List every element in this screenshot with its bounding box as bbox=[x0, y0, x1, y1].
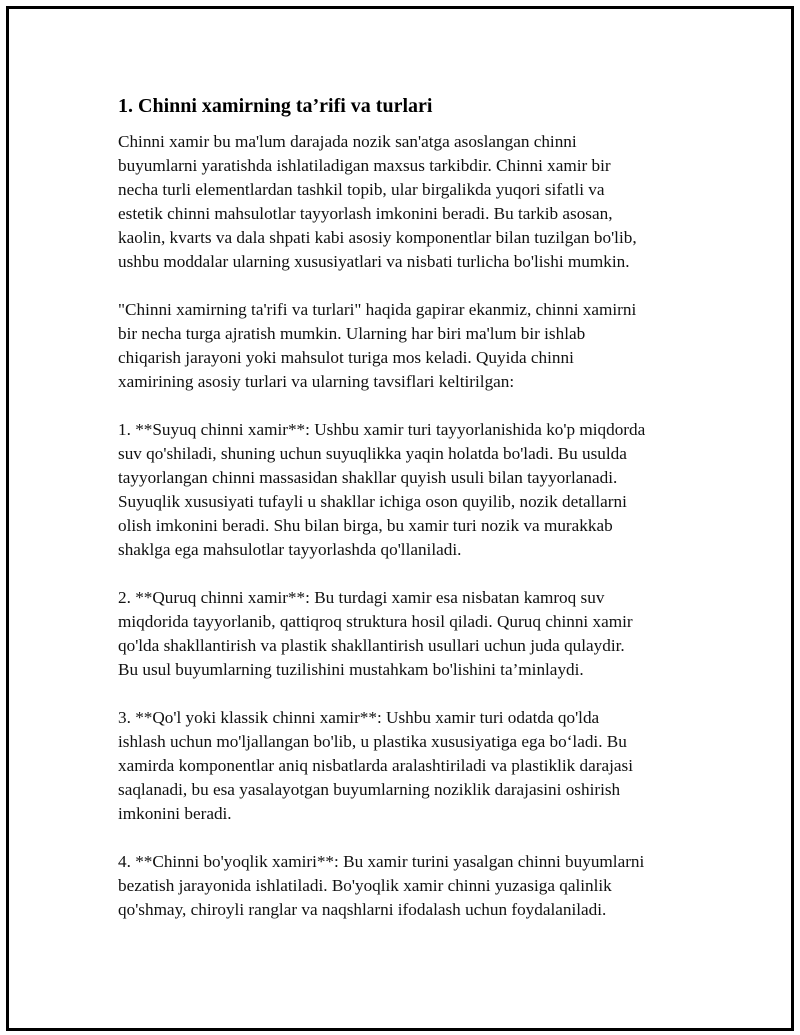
text-line: chiqarish jarayoni yoki mahsulot turiga mos keladi. Quyida chinni bbox=[118, 348, 574, 367]
text-line: ushbu moddalar ularning xususiyatlari va nisbati turlicha bo'lishi mumkin. bbox=[118, 252, 630, 271]
text-line: 4. **Chinni bo'yoqlik xamiri**: Bu xamir turini yasalgan chinni buyumlarni bbox=[118, 852, 645, 871]
text-line: necha turli elementlardan tashkil topib, ular birgalikda yuqori sifatli va bbox=[118, 180, 605, 199]
text-line: Suyuqlik xususiyati tufayli u shakllar ichiga oson quyilib, nozik detallarni bbox=[118, 492, 627, 511]
text-line: Chinni xamir bu ma'lum darajada nozik san'atga asoslangan chinni bbox=[118, 132, 577, 151]
text-line: shaklga ega mahsulotlar tayyorlashda qo'llaniladi. bbox=[118, 540, 462, 559]
paragraph-types-intro bbox=[118, 298, 698, 394]
paragraph-type-4 bbox=[118, 850, 698, 922]
paragraph-type-1 bbox=[118, 418, 698, 562]
text-line: qo'lda shakllantirish va plastik shakllantirish usullari uchun juda qulaydir. bbox=[118, 636, 625, 655]
text-line: xamirining asosiy turlari va ularning tavsiflari keltirilgan: bbox=[118, 372, 515, 391]
text-line: Bu usul buyumlarning tuzilishini mustahkam bo'lishini ta’minlaydi. bbox=[118, 660, 584, 679]
text-line: bezatish jarayonida ishlatiladi. Bo'yoqlik xamir chinni yuzasiga qalinlik bbox=[118, 876, 612, 895]
text-line: bir necha turga ajratish mumkin. Ularning har biri ma'lum bir ishlab bbox=[118, 324, 586, 343]
paragraph-type-3 bbox=[118, 706, 698, 826]
document-title: 1. Chinni xamirning ta’rifi va turlari bbox=[118, 95, 433, 117]
text-line: estetik chinni mahsulotlar tayyorlash imkonini beradi. Bu tarkib asosan, bbox=[118, 204, 613, 223]
text-line: saqlanadi, bu esa yasalayotgan buyumlarning noziklik darajasini oshirish bbox=[118, 780, 621, 799]
text-line: miqdorida tayyorlanib, qattiqroq struktura hosil qiladi. Quruq chinni xamir bbox=[118, 612, 633, 631]
text-line: imkonini beradi. bbox=[118, 804, 232, 823]
paragraph-type-2 bbox=[118, 586, 698, 682]
text-line: buyumlarni yaratishda ishlatiladigan maxsus tarkibdir. Chinni xamir bir bbox=[118, 156, 611, 175]
text-line: suv qo'shiladi, shuning uchun suyuqlikka yaqin holatda bo'ladi. Bu usulda bbox=[118, 444, 627, 463]
text-line: kaolin, kvarts va dala shpati kabi asosiy komponentlar bilan tuzilgan bo'lib, bbox=[118, 228, 637, 247]
text-line: "Chinni xamirning ta'rifi va turlari" haqida gapirar ekanmiz, chinni xamirni bbox=[118, 300, 637, 319]
text-line: xamirda komponentlar aniq nisbatlarda aralashtiriladi va plastiklik darajasi bbox=[118, 756, 633, 775]
document-body bbox=[118, 92, 698, 946]
text-line: olish imkonini beradi. Shu bilan birga, bu xamir turi nozik va murakkab bbox=[118, 516, 613, 535]
text-line: 3. **Qo'l yoki klassik chinni xamir**: Ushbu xamir turi odatda qo'lda bbox=[118, 708, 600, 727]
text-line: 2. **Quruq chinni xamir**: Bu turdagi xamir esa nisbatan kamroq suv bbox=[118, 588, 605, 607]
paragraph-definition bbox=[118, 130, 698, 274]
text-line: qo'shmay, chiroyli ranglar va naqshlarni ifodalash uchun foydalaniladi. bbox=[118, 900, 607, 919]
text-line: tayyorlangan chinni massasidan shakllar quyish usuli bilan tayyorlanadi. bbox=[118, 468, 618, 487]
text-line: ishlash uchun mo'ljallangan bo'lib, u plastika xususiyatiga ega bo‘ladi. Bu bbox=[118, 732, 627, 751]
text-line: 1. **Suyuq chinni xamir**: Ushbu xamir turi tayyorlanishida ko'p miqdorda bbox=[118, 420, 646, 439]
